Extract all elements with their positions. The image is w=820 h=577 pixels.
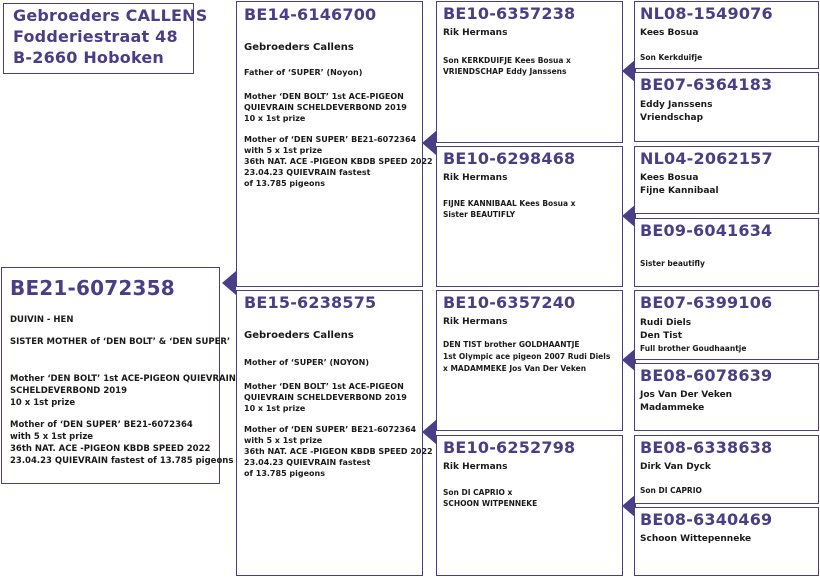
mother-line-3: QUIEVRAIN SCHELDEVERBOND 2019 <box>244 393 407 402</box>
great-grandparent-1-ring: NL08-1549076 <box>640 4 773 23</box>
main-line-5: 10 x 1st prize <box>10 398 76 408</box>
father-line-4: 10 x 1st prize <box>244 114 306 123</box>
great-grandparent-1-line-1: Kees Bosua <box>640 28 699 38</box>
breeder-city: B-2660 Hoboken <box>13 48 165 67</box>
great-grandparent-2-ring: BE07-6364183 <box>640 75 773 94</box>
main-line-4: SCHELDEVERBOND 2019 <box>10 386 127 396</box>
main-line-6: Mother of ‘DEN SUPER’ BE21-6072364 <box>10 420 193 430</box>
great-grandparent-5-line-3: Full brother Goudhaantje <box>640 344 747 353</box>
great-grandparent-8-line-1: Schoon Wittepenneke <box>640 534 752 544</box>
mother-line-5: Mother of ‘DEN SUPER’ BE21-6072364 <box>244 425 417 434</box>
great-grandparent-5-line-2: Den Tist <box>640 331 682 341</box>
grandparent-1-line-1: Son KERKDUIFJE Kees Bosua x <box>443 56 571 65</box>
main-line-1: DUIVIN - HEN <box>10 315 74 325</box>
mother-line-6: with 5 x 1st prize <box>244 436 323 445</box>
mother-line-4: 10 x 1st prize <box>244 404 306 413</box>
great-grandparent-6-ring: BE08-6078639 <box>640 366 773 385</box>
grandparent-3-line-2: 1st Olympic ace pigeon 2007 Rudi Diels <box>443 352 611 361</box>
grandparent-4-line-2: SCHOON WITPENNEKE <box>443 499 538 508</box>
grandparent-3-owner: Rik Hermans <box>443 317 508 327</box>
grandparent-4-line-1: Son DI CAPRIO x <box>443 488 513 497</box>
father-ring-number: BE14-6146700 <box>244 5 377 24</box>
grandparent-3-line-3: x MADAMMEKE Jos Van Der Veken <box>443 364 587 373</box>
great-grandparent-5-ring: BE07-6399106 <box>640 293 773 312</box>
great-grandparent-1-line-2: Son Kerkduifje <box>640 53 703 62</box>
great-grandparent-6-line-2: Madammeke <box>640 403 705 413</box>
grandparent-1-ring: BE10-6357238 <box>443 4 576 23</box>
mother-owner: Gebroeders Callens <box>244 330 354 341</box>
grandparent-4-owner: Rik Hermans <box>443 462 508 472</box>
grandparent-3-line-1: DEN TIST brother GOLDHAANTJE <box>443 340 580 349</box>
great-grandparent-4-ring: BE09-6041634 <box>640 221 773 240</box>
great-grandparent-6-line-1: Jos Van Der Veken <box>640 390 733 400</box>
grandparent-1-owner: Rik Hermans <box>443 28 508 38</box>
father-line-1: Father of ‘SUPER’ (Noyon) <box>244 68 363 77</box>
father-line-7: 36th NAT. ACE -PIGEON KBDB SPEED 2022 <box>244 157 433 166</box>
arrow-to-mother <box>422 420 436 444</box>
mother-line-7: 36th NAT. ACE -PIGEON KBDB SPEED 2022 <box>244 447 433 456</box>
father-line-5: Mother of ‘DEN SUPER’ BE21-6072364 <box>244 135 417 144</box>
great-grandparent-5-line-1: Rudi Diels <box>640 318 692 328</box>
grandparent-2-line-1: FIJNE KANNIBAAL Kees Bosua x <box>443 199 576 208</box>
father-owner: Gebroeders Callens <box>244 42 354 53</box>
mother-line-8: 23.04.23 QUIEVRAIN fastest <box>244 458 371 467</box>
grandparent-4-ring: BE10-6252798 <box>443 438 576 457</box>
arrow-to-main <box>222 271 236 295</box>
great-grandparent-7-line-1: Dirk Van Dyck <box>640 462 711 472</box>
great-grandparent-2-line-2: Vriendschap <box>640 113 704 123</box>
mother-line-1: Mother of ‘SUPER’ (NOYON) <box>244 358 370 367</box>
main-line-3: Mother ‘DEN BOLT’ 1st ACE-PIGEON QUIEVRAIN <box>10 374 236 384</box>
main-line-7: with 5 x 1st prize <box>10 432 94 442</box>
great-grandparent-3-line-2: Fijne Kannibaal <box>640 186 719 196</box>
great-grandparent-2-line-1: Eddy Janssens <box>640 100 713 110</box>
breeder-street: Fodderiestraat 48 <box>13 27 178 46</box>
great-grandparent-8-ring: BE08-6340469 <box>640 510 773 529</box>
father-line-9: of 13.785 pigeons <box>244 179 325 188</box>
father-line-8: 23.04.23 QUIEVRAIN fastest <box>244 168 371 177</box>
father-line-6: with 5 x 1st prize <box>244 146 323 155</box>
grandparent-3-ring: BE10-6357240 <box>443 293 576 312</box>
mother-ring-number: BE15-6238575 <box>244 293 377 312</box>
great-grandparent-7-ring: BE08-6338638 <box>640 438 773 457</box>
grandparent-2-owner: Rik Hermans <box>443 173 508 183</box>
main-line-9: 23.04.23 QUIEVRAIN fastest of 13.785 pigeons <box>10 456 234 466</box>
mother-line-2: Mother ‘DEN BOLT’ 1st ACE-PIGEON <box>244 382 404 391</box>
main-ring-number: BE21-6072358 <box>10 276 175 300</box>
father-line-2: Mother ‘DEN BOLT’ 1st ACE-PIGEON <box>244 92 404 101</box>
grandparent-2-ring: BE10-6298468 <box>443 149 576 168</box>
arrow-to-father <box>422 131 436 155</box>
great-grandparent-4-line-1: Sister beautifly <box>640 259 705 268</box>
mother-line-9: of 13.785 pigeons <box>244 469 325 478</box>
father-line-3: QUIEVRAIN SCHELDEVERBOND 2019 <box>244 103 407 112</box>
main-line-2: SISTER MOTHER of ‘DEN BOLT’ & ‘DEN SUPER’ <box>10 337 231 347</box>
grandparent-2-line-2: Sister BEAUTIFLY <box>443 210 515 219</box>
great-grandparent-3-ring: NL04-2062157 <box>640 149 773 168</box>
grandparent-1-line-2: VRIENDSCHAP Eddy Janssens <box>443 67 567 76</box>
main-line-8: 36th NAT. ACE -PIGEON KBDB SPEED 2022 <box>10 444 211 454</box>
great-grandparent-7-line-2: Son DI CAPRIO <box>640 486 702 495</box>
great-grandparent-3-line-1: Kees Bosua <box>640 173 699 183</box>
breeder-name: Gebroeders CALLENS <box>13 6 208 25</box>
